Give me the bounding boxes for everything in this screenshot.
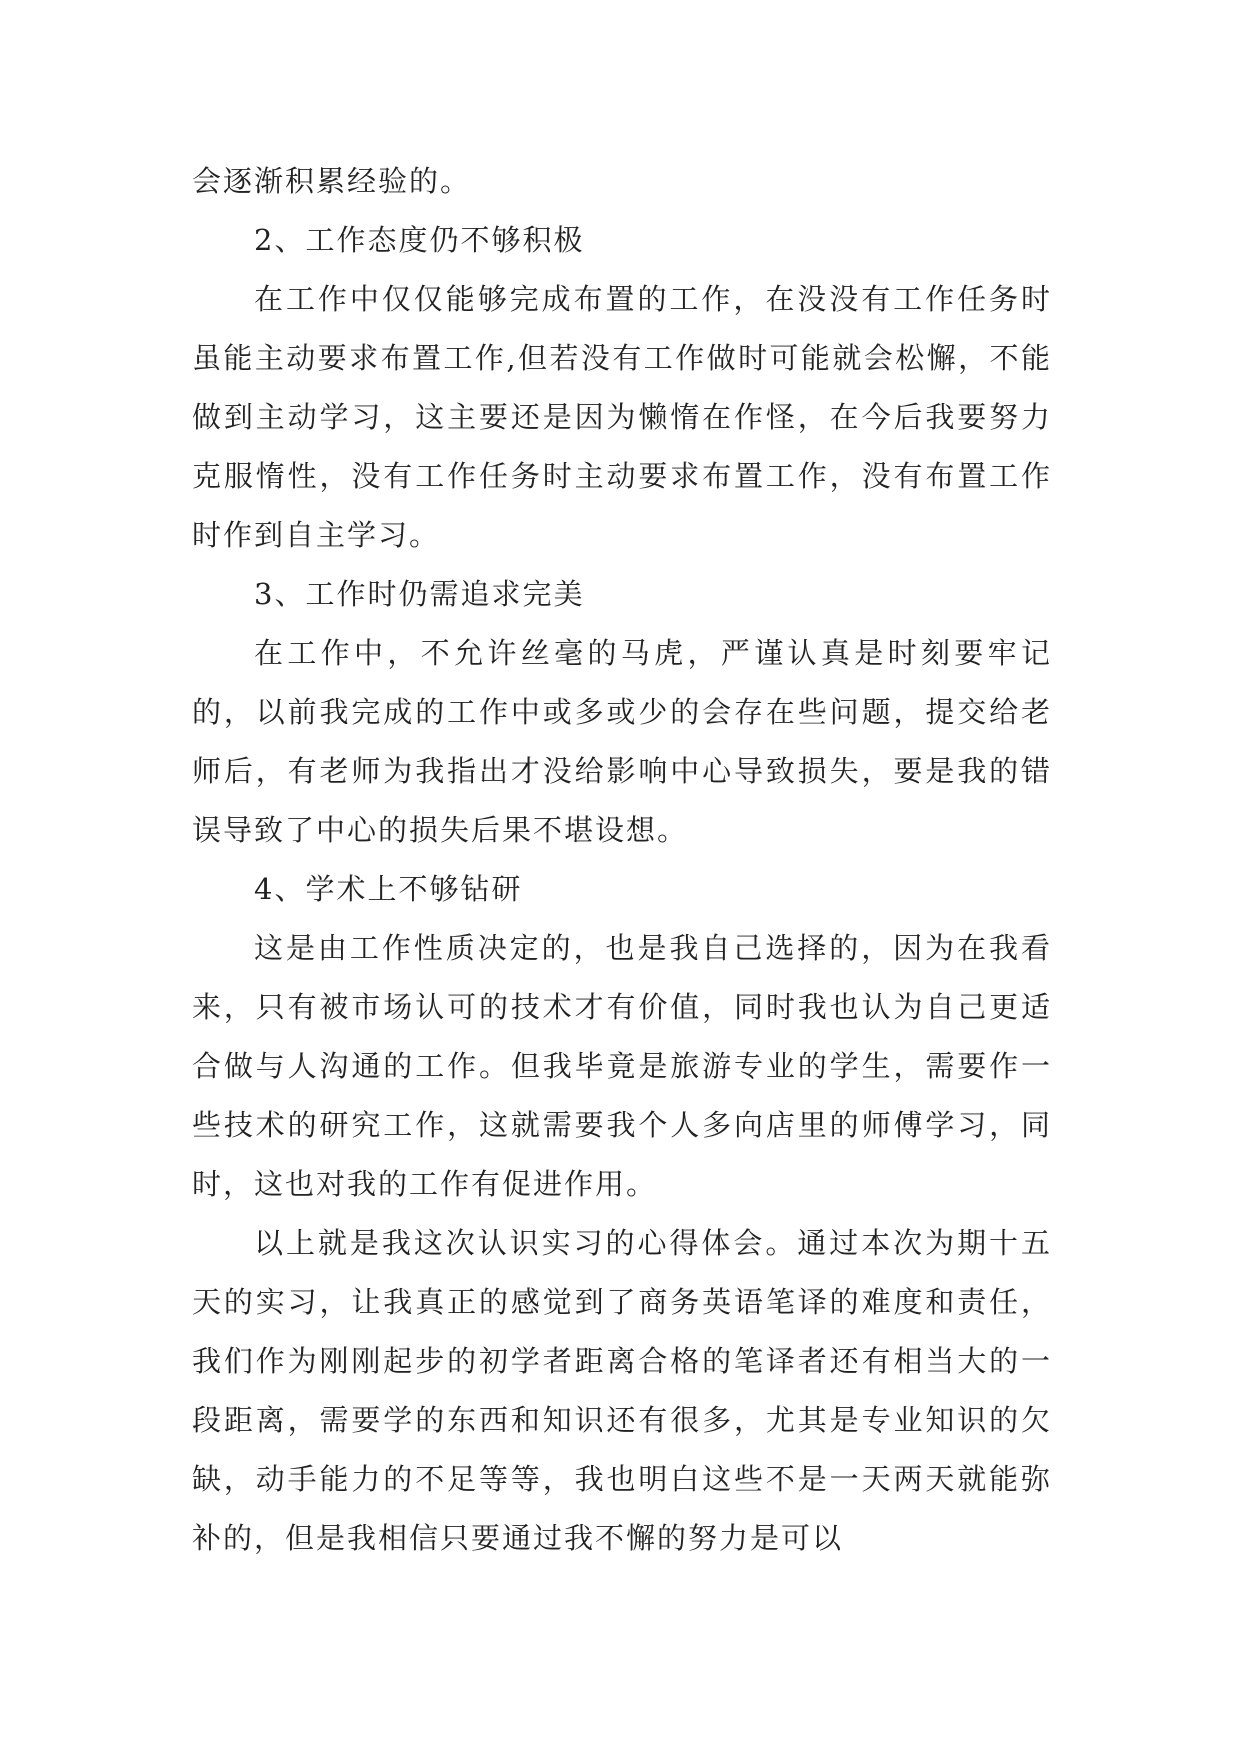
paragraph-work-attitude: 在工作中仅仅能够完成布置的工作，在没没有工作任务时虽能主动要求布置工作,但若没有工作做时可能就会松懈，不能做到主动学习，这主要还是因为懒惰在作怪，在今后我要努力克服惰性，没有工作任务时主动要求布置工作，没有布置工作时作到自主学习。 xyxy=(192,282,1052,552)
paragraph-perfection: 在工作中，不允许丝毫的马虎，严谨认真是时刻要牢记的，以前我完成的工作中或多或少的会存在些问题，提交给老师后，有老师为我指出才没给影响中心导致损失，要是我的错误导致了中心的损失后果不堪设想。 xyxy=(192,636,1052,847)
document-body xyxy=(192,152,1052,1568)
heading-perfection: 3、工作时仍需追求完美 xyxy=(254,577,585,611)
paragraph-academic: 这是由工作性质决定的，也是我自己选择的，因为在我看来，只有被市场认可的技术才有价值，同时我也认为自己更适合做与人沟通的工作。但我毕竟是旅游专业的学生，需要作一些技术的研究工作，这就需要我个人多向店里的师傅学习，同时，这也对我的工作有促进作用。 xyxy=(192,931,1052,1201)
paragraph-summary: 以上就是我这次认识实习的心得体会。通过本次为期十五天的实习，让我真正的感觉到了商务英语笔译的难度和责任，我们作为刚刚起步的初学者距离合格的笔译者还有相当大的一段距离，需要学的东西和知识还有很多，尤其是专业知识的欠缺，动手能力的不足等等，我也明白这些不是一天两天就能弥补的，但是我相信只要通过我不懈的努力是可以 xyxy=(192,1226,1052,1555)
heading-work-attitude: 2、工作态度仍不够积极 xyxy=(254,223,585,257)
paragraph-continuation: 会逐渐积累经验的。 xyxy=(192,164,472,198)
heading-academic: 4、学术上不够钻研 xyxy=(254,872,523,906)
